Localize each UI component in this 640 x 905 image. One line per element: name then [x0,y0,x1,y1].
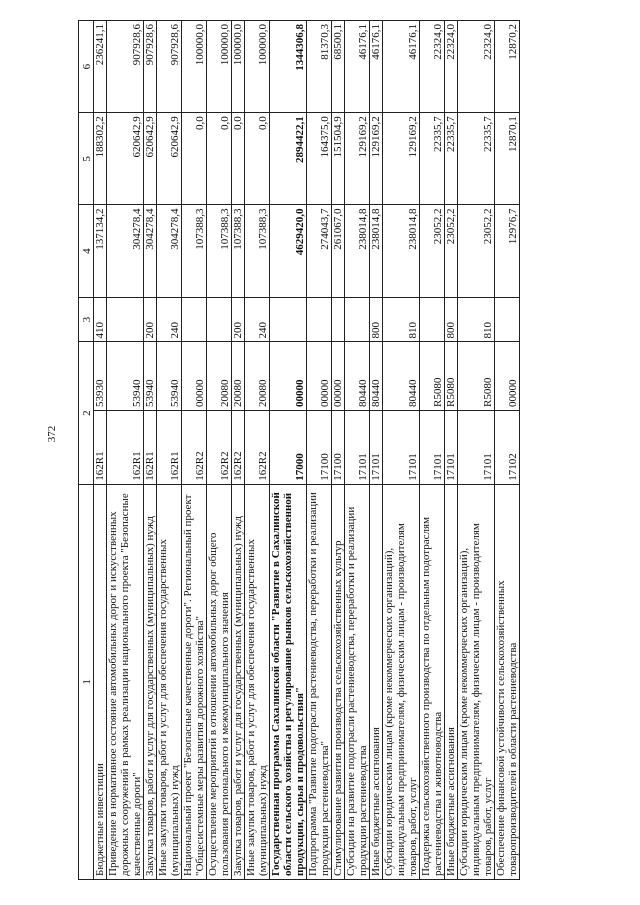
direction-code: 00000 [182,342,207,411]
amount-col-5: 0,0 [207,113,232,205]
column-header-5: 5 [79,113,94,205]
amount-col-5: 12870,1 [495,113,520,205]
amount-col-4: 107388,3 [232,205,245,297]
expense-type-code [182,297,207,342]
amount-col-5: 151504,9 [332,113,345,205]
row-name: Закупка товаров, работ и услуг для государственных (муниципальных) нужд [144,484,157,879]
row-name: Субсидии юридическим лицам (кроме некоммерческих организаций), индивидуальным предпринимателям, физическим лицам - производителям товаров, работ, услуг [458,484,495,879]
row-name: Приведение в нормативное состояние автомобильных дорог и искусственных дорожных сооружений в рамках реализации национального проекта "Безопасные качественные дороги" [107,484,144,879]
amount-col-5: 620642,9 [157,113,182,205]
amount-col-4: 304278,4 [107,205,144,297]
amount-col-4: 23052,2 [445,205,458,297]
amount-col-5: 22335,7 [458,113,495,205]
table-row [345,21,370,880]
amount-col-6: 100000,0 [182,21,207,113]
expense-type-code [107,297,144,342]
amount-col-4: 238014,8 [370,205,383,297]
expense-type-code: 200 [144,297,157,342]
amount-col-6: 907928,6 [144,21,157,113]
amount-col-4: 137134,2 [94,205,107,297]
amount-col-4: 238014,8 [345,205,370,297]
amount-col-4: 107388,3 [207,205,232,297]
amount-col-5: 620642,9 [144,113,157,205]
row-name: Национальный проект "Безопасные качественные дороги". Региональный проект "Общесистемные меры развития дорожного хозяйства" [182,484,207,879]
row-name: Субсидии на развитие подотрасли растениеводства, переработки и реализации продукции растениеводства [345,484,370,879]
column-header-6: 6 [79,21,94,113]
row-name: Закупка товаров, работ и услуг для государственных (муниципальных) нужд [232,484,245,879]
direction-code: 00000 [307,342,332,411]
amount-col-6: 100000,0 [245,21,270,113]
table-row [144,21,157,880]
table-row [445,21,458,880]
direction-code: R5080 [445,342,458,411]
row-name: Субсидии юридическим лицам (кроме некоммерческих организаций), индивидуальным предпринимателям, физическим лицам - производителям товаров, работ, услуг [383,484,420,879]
program-code: 17100 [307,411,332,485]
amount-col-6: 100000,0 [232,21,245,113]
amount-col-5: 0,0 [232,113,245,205]
program-code: 162R1 [144,411,157,485]
row-name: Стимулирование развития производства сельскохозяйственных культур [332,484,345,879]
table-row [370,21,383,880]
table-row [245,21,270,880]
table-row [495,21,520,880]
amount-col-5: 129169,2 [345,113,370,205]
expense-type-code: 800 [370,297,383,342]
column-header-1: 1 [79,484,94,879]
expense-type-code [495,297,520,342]
direction-code: 53940 [107,342,144,411]
direction-code: 53940 [144,342,157,411]
program-code: 162R1 [94,411,107,485]
amount-col-4: 304278,4 [157,205,182,297]
expense-type-code [307,297,332,342]
table-row [232,21,245,880]
table-row [182,21,207,880]
expense-type-code [270,297,307,342]
amount-col-4: 12976,7 [495,205,520,297]
program-code: 162R2 [182,411,207,485]
amount-col-4: 107388,3 [245,205,270,297]
program-code: 162R2 [232,411,245,485]
table-row [207,21,232,880]
direction-code: R5080 [458,342,495,411]
amount-col-4: 23052,2 [420,205,445,297]
amount-col-6: 81370,3 [307,21,332,113]
table-row [458,21,495,880]
amount-col-6: 12870,2 [495,21,520,113]
program-code: 17000 [270,411,307,485]
row-name: Иные бюджетные ассигнования [445,484,458,879]
amount-col-4: 261067,0 [332,205,345,297]
table-row [383,21,420,880]
program-code: 162R1 [107,411,144,485]
expense-type-code [420,297,445,342]
amount-col-6: 100000,0 [207,21,232,113]
table-body [94,21,520,880]
program-code: 17101 [445,411,458,485]
amount-col-4: 274043,7 [307,205,332,297]
row-name: Подпрограмма "Развитие подотрасли растениеводства, переработки и реализации продукции растениеводства" [307,484,332,879]
amount-col-5: 188302,2 [94,113,107,205]
program-code: 17100 [332,411,345,485]
expense-type-code: 810 [458,297,495,342]
program-code: 17101 [345,411,370,485]
amount-col-4: 23052,2 [458,205,495,297]
program-code: 162R2 [207,411,232,485]
direction-code: 53930 [94,342,107,411]
direction-code: 20080 [232,342,245,411]
amount-col-4: 238014,8 [383,205,420,297]
expense-type-code [332,297,345,342]
table-row [420,21,445,880]
amount-col-5: 620642,9 [107,113,144,205]
amount-col-4: 4629420,0 [270,205,307,297]
program-code: 17101 [420,411,445,485]
table-row [332,21,345,880]
amount-col-5: 0,0 [245,113,270,205]
program-code: 17102 [495,411,520,485]
expense-type-code: 240 [245,297,270,342]
amount-col-6: 46176,1 [383,21,420,113]
row-name: Иные закупки товаров, работ и услуг для обеспечения государственных (муниципальных) нужд [157,484,182,879]
table-row [107,21,144,880]
row-name: Осуществление мероприятий в отношении автомобильных дорог общего пользования регионального и межмуниципального значения [207,484,232,879]
expense-type-code: 800 [445,297,458,342]
direction-code: 53940 [157,342,182,411]
direction-code: 80440 [370,342,383,411]
table-row [307,21,332,880]
amount-col-5: 2894422,1 [270,113,307,205]
table-row [157,21,182,880]
table-row [94,21,107,880]
direction-code: 80440 [383,342,420,411]
amount-col-5: 129169,2 [370,113,383,205]
program-code: 162R2 [245,411,270,485]
row-name: Бюджетные инвестиции [94,484,107,879]
column-header-2: 2 [79,342,94,484]
budget-table-container [78,20,608,880]
expense-type-code [345,297,370,342]
amount-col-6: 22324,0 [458,21,495,113]
direction-code: 00000 [495,342,520,411]
direction-code: R5080 [420,342,445,411]
amount-col-6: 236241,1 [94,21,107,113]
amount-col-6: 46176,1 [345,21,370,113]
amount-col-5: 22335,7 [445,113,458,205]
program-code: 17101 [458,411,495,485]
expense-type-code: 810 [383,297,420,342]
program-code: 162R1 [157,411,182,485]
expense-type-code: 200 [232,297,245,342]
amount-col-4: 107388,3 [182,205,207,297]
budget-table [78,20,520,880]
amount-col-5: 0,0 [182,113,207,205]
column-number-row [79,21,94,880]
row-name: Поддержка сельскохозяйственного производства по отдельным подотраслям растениеводства и животноводства [420,484,445,879]
amount-col-6: 22324,0 [420,21,445,113]
direction-code: 00000 [270,342,307,411]
direction-code: 20080 [207,342,232,411]
amount-col-6: 22324,0 [445,21,458,113]
direction-code: 20080 [245,342,270,411]
program-code: 17101 [370,411,383,485]
amount-col-6: 907928,6 [107,21,144,113]
amount-col-6: 46176,1 [370,21,383,113]
table-row [270,21,307,880]
expense-type-code: 410 [94,297,107,342]
amount-col-6: 68500,1 [332,21,345,113]
expense-type-code [207,297,232,342]
amount-col-5: 22335,7 [420,113,445,205]
amount-col-6: 907928,6 [157,21,182,113]
expense-type-code: 240 [157,297,182,342]
amount-col-6: 1344306,8 [270,21,307,113]
amount-col-5: 164375,0 [307,113,332,205]
row-name: Обеспечение финансовой устойчивости сельскохозяйственных товаропроизводителей в области растениеводства [495,484,520,879]
direction-code: 80440 [345,342,370,411]
amount-col-4: 304278,4 [144,205,157,297]
row-name: Иные закупки товаров, работ и услуг для обеспечения государственных (муниципальных) нужд [245,484,270,879]
amount-col-5: 129169,2 [383,113,420,205]
direction-code: 00000 [332,342,345,411]
column-header-4: 4 [79,205,94,297]
column-header-3: 3 [79,297,94,342]
program-code: 17101 [383,411,420,485]
row-name: Иные бюджетные ассигнования [370,484,383,879]
page-number: 372 [46,425,58,443]
row-name: Государственная программа Сахалинской области "Развитие в Сахалинской области сельского хозяйства и регулирование рынков сельскохозяйственной продукции, сырья и продовольствия" [270,484,307,879]
